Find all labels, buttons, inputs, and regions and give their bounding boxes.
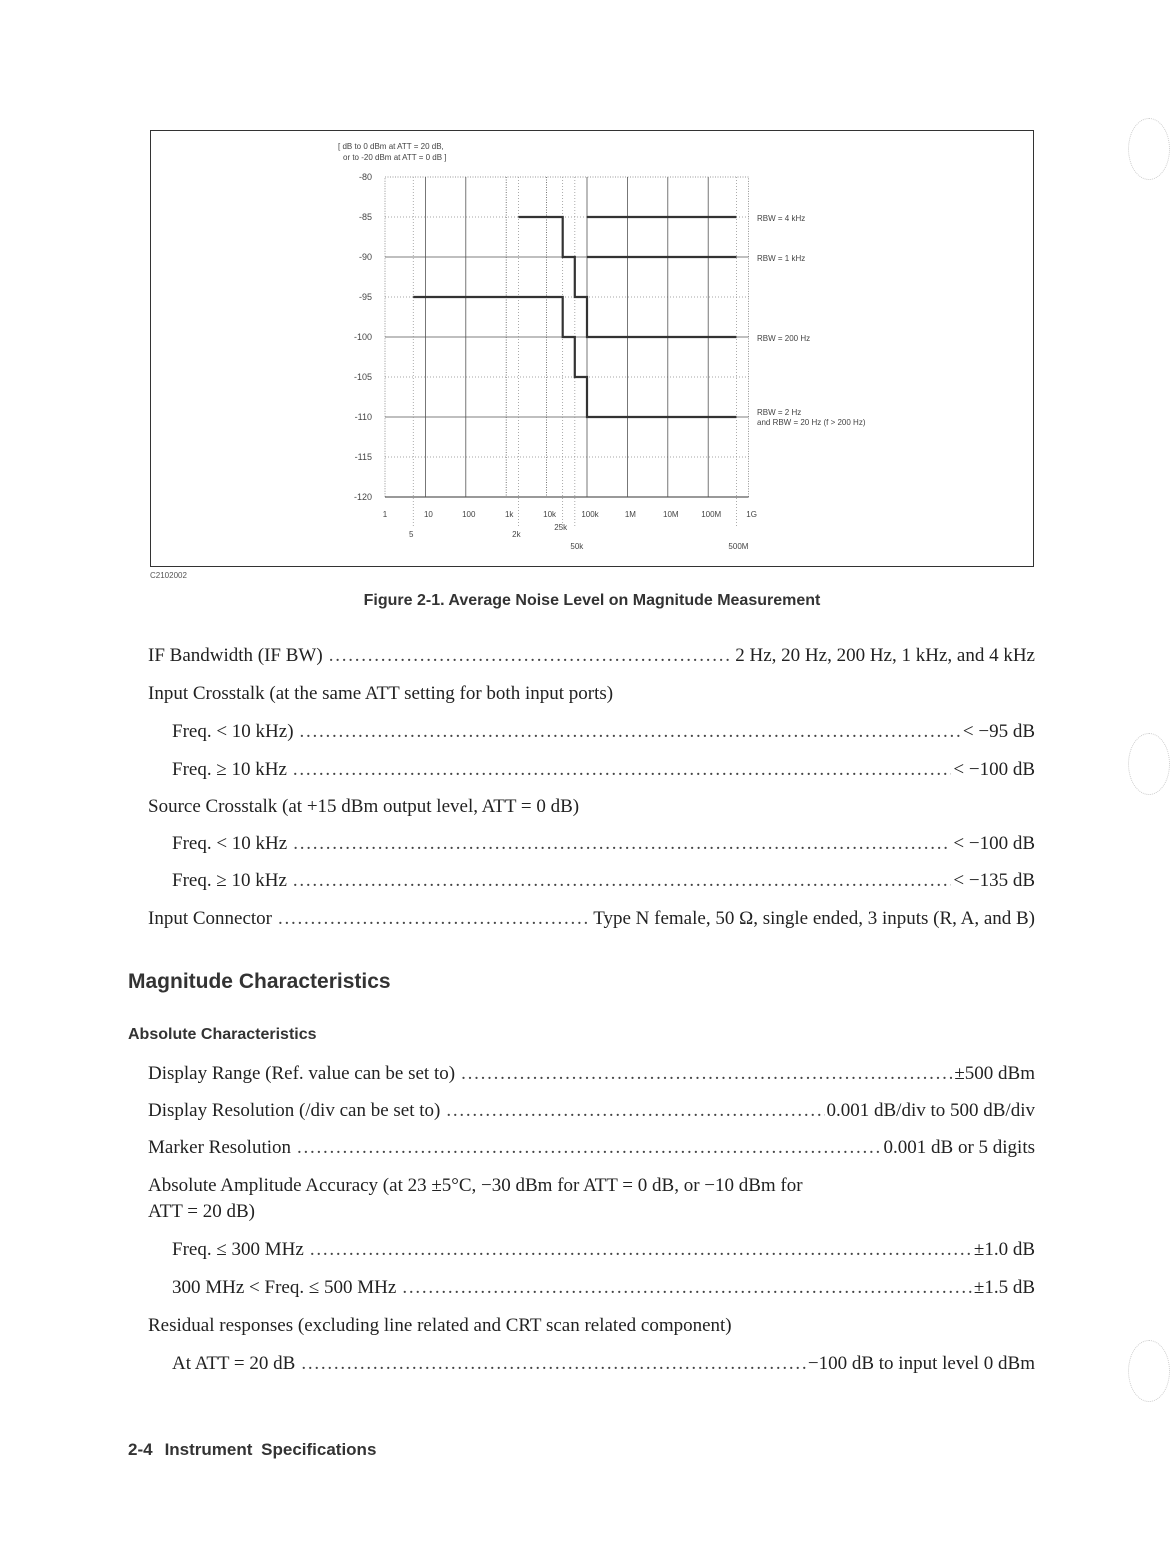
y-tick-label: -100	[353, 332, 372, 342]
spec-acc-300-500	[172, 1277, 1035, 1299]
spec-value: 0.001 dB or 5 digits	[883, 1137, 1035, 1158]
y-tick-label: -120	[353, 492, 372, 502]
spec-value: −100 dB to input level 0 dBm	[807, 1353, 1035, 1374]
dot-leader	[293, 833, 951, 855]
section-name: Instrument Specifications	[164, 1440, 377, 1459]
x-tick-label: 100M	[701, 510, 722, 519]
dot-leader	[301, 1353, 806, 1375]
x-tick-label: 5	[409, 530, 414, 539]
y-tick-label: -85	[358, 212, 372, 222]
series-annotation: RBW = 4 kHz	[757, 214, 806, 223]
section-heading: Magnitude Characteristics	[128, 970, 391, 993]
series-annotation: RBW = 200 Hz	[757, 334, 811, 343]
figure-id: C2102002	[150, 571, 187, 580]
spec-display-resolution	[148, 1100, 1035, 1122]
spec-acc-le-300	[172, 1239, 1035, 1261]
spec-label: Freq. ≥ 10 kHz	[172, 759, 287, 780]
spec-accuracy-line2: ATT = 20 dB)	[148, 1201, 255, 1222]
spec-sc-ge-10k	[172, 870, 1035, 892]
spec-residual-att20	[172, 1353, 1035, 1375]
x-tick-label: 10	[423, 510, 433, 519]
x-tick-label: 100	[462, 510, 476, 519]
dot-leader	[300, 721, 961, 743]
spec-accuracy-line1: Absolute Amplitude Accuracy (at 23 ±5°C, −30 dBm for ATT = 0 dB, or −10 dBm for	[148, 1175, 803, 1196]
x-tick-label: 1G	[746, 510, 757, 519]
y-tick-label: -90	[358, 252, 372, 262]
spec-label: Display Range (Ref. value can be set to)	[148, 1063, 456, 1084]
spec-if-bandwidth	[148, 645, 1035, 667]
dot-leader	[278, 908, 591, 930]
y-tick-label: -80	[358, 172, 372, 182]
spec-label: Freq. < 10 kHz	[172, 833, 288, 854]
spec-label: Marker Resolution	[148, 1137, 292, 1158]
spec-value: ±500 dBm	[954, 1063, 1035, 1084]
y-tick-label: -95	[358, 292, 372, 302]
spec-source-crosstalk: Source Crosstalk (at +15 dBm output level, ATT = 0 dB)	[148, 796, 580, 817]
dot-leader	[293, 870, 951, 892]
spec-label: Freq. ≤ 300 MHz	[172, 1239, 304, 1260]
spec-input-connector	[148, 908, 1035, 930]
spec-value: ±1.5 dB	[973, 1277, 1035, 1298]
chart-note: or to -20 dBm at ATT = 0 dB ]	[343, 153, 447, 162]
chart-note: [ dB to 0 dBm at ATT = 20 dB,	[338, 142, 444, 151]
spec-label: Freq. ≥ 10 kHz	[172, 870, 287, 891]
x-tick-label: 50k	[570, 542, 584, 551]
spec-value: < −95 dB	[962, 721, 1035, 742]
x-tick-label: 1	[382, 510, 388, 519]
spec-ic-ge-10k	[172, 759, 1035, 781]
x-tick-label: 1M	[624, 510, 636, 519]
spec-label: 300 MHz < Freq. ≤ 500 MHz	[172, 1277, 397, 1298]
dot-leader	[461, 1063, 952, 1085]
series-annotation: RBW = 1 kHz	[757, 254, 806, 263]
spec-sc-lt-10k	[172, 833, 1035, 855]
x-tick-label: 100k	[581, 510, 599, 519]
dot-leader	[293, 759, 951, 781]
binder-hole-mark	[1128, 1340, 1170, 1402]
x-tick-label: 10k	[543, 510, 557, 519]
x-tick-label: 25k	[554, 523, 568, 532]
x-tick-label: 1k	[504, 510, 514, 519]
spec-input-crosstalk: Input Crosstalk (at the same ATT setting for both input ports)	[148, 683, 614, 704]
dot-leader	[402, 1277, 972, 1299]
subsection-heading: Absolute Characteristics	[128, 1026, 317, 1043]
x-tick-label: 10M	[663, 510, 679, 519]
dot-leader	[297, 1137, 882, 1159]
spec-label: Input Connector	[148, 908, 273, 929]
page-number: 2-4	[128, 1440, 153, 1459]
y-tick-label: -115	[354, 452, 372, 462]
binder-hole-mark	[1128, 118, 1170, 180]
page-footer	[128, 1440, 388, 1460]
series-annotation: RBW = 2 Hz	[757, 408, 802, 417]
spec-value: < −100 dB	[953, 759, 1035, 780]
dot-leader	[329, 645, 734, 667]
spec-label: At ATT = 20 dB	[172, 1353, 296, 1374]
figure-caption: Figure 2-1. Average Noise Level on Magnitude Measurement	[363, 592, 821, 609]
spec-value: < −100 dB	[953, 833, 1035, 854]
spec-label: Freq. < 10 kHz)	[172, 721, 294, 742]
spec-value: ±1.0 dB	[973, 1239, 1035, 1260]
spec-ic-lt-10k	[172, 721, 1035, 743]
spec-value: 2 Hz, 20 Hz, 200 Hz, 1 kHz, and 4 kHz	[735, 645, 1035, 666]
dot-leader	[446, 1100, 824, 1122]
noise-level-chart	[0, 0, 1176, 600]
spec-value: Type N female, 50 Ω, single ended, 3 inputs (R, A, and B)	[593, 908, 1035, 929]
y-tick-label: -110	[354, 412, 372, 422]
x-tick-label: 2k	[512, 530, 521, 539]
spec-marker-resolution	[148, 1137, 1035, 1159]
binder-hole-mark	[1128, 733, 1170, 795]
spec-value: 0.001 dB/div to 500 dB/div	[826, 1100, 1035, 1121]
spec-value: < −135 dB	[953, 870, 1035, 891]
y-tick-label: -105	[353, 372, 372, 382]
spec-label: Display Resolution (/div can be set to)	[148, 1100, 441, 1121]
dot-leader	[310, 1239, 972, 1261]
spec-residual: Residual responses (excluding line related and CRT scan related component)	[148, 1315, 732, 1336]
series-annotation: and RBW = 20 Hz (f > 200 Hz)	[757, 418, 866, 427]
spec-display-range	[148, 1063, 1035, 1085]
x-tick-label: 500M	[728, 542, 749, 551]
spec-label: IF Bandwidth (IF BW)	[148, 645, 323, 666]
